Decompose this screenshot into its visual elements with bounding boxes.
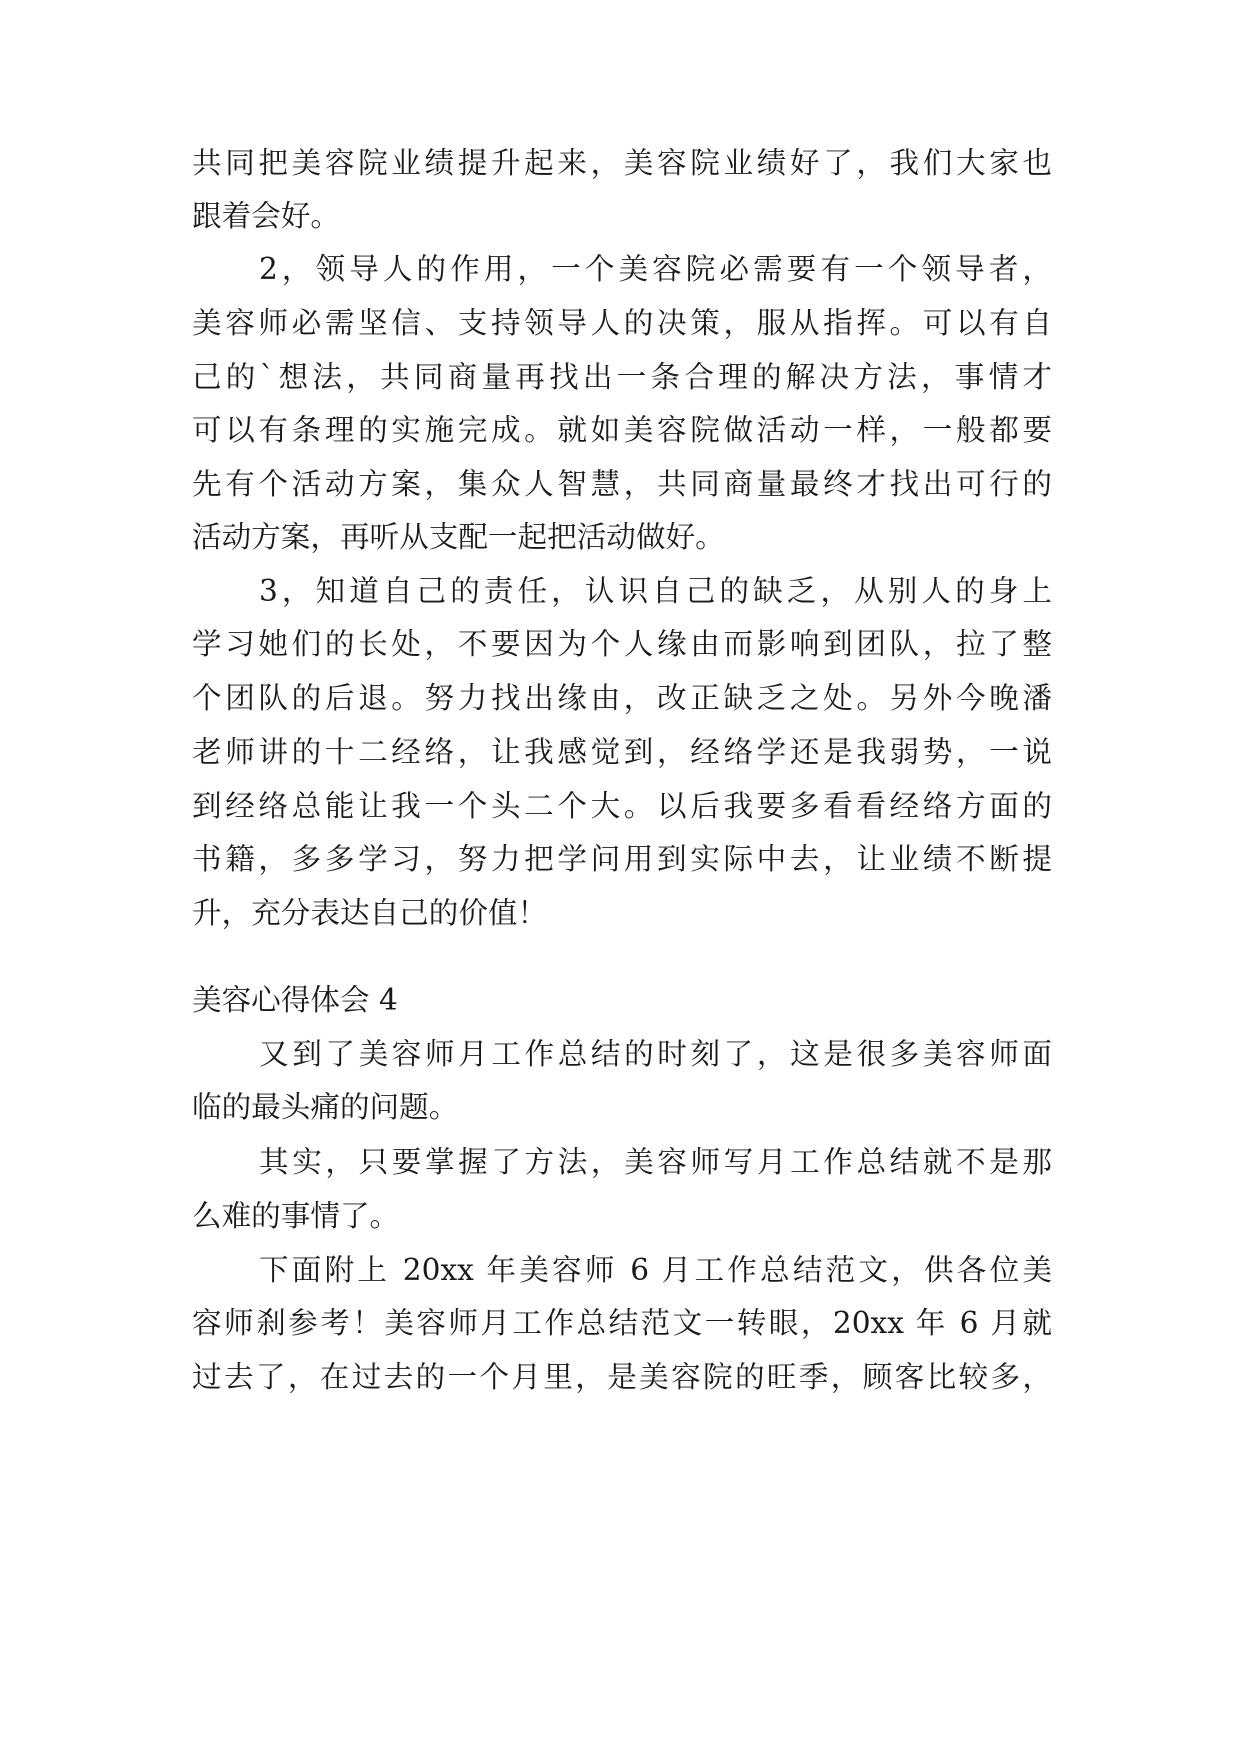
paragraph-line: 活动方案，再听从支配一起把活动做好。 bbox=[192, 520, 725, 554]
paragraph-line: 临的最头痛的问题。 bbox=[192, 1090, 459, 1124]
paragraph-line: 容师刹参考！美容师月工作总结范文一转眼，20xx 年 6 月就 bbox=[192, 1306, 1052, 1340]
paragraph-line: 到经络总能让我一个头二个大。以后我要多看看经络方面的 bbox=[192, 789, 1052, 823]
paragraph-line: 书籍，多多学习，努力把学问用到实际中去，让业绩不断提 bbox=[192, 842, 1052, 876]
paragraph-line: 下面附上 20xx 年美容师 6 月工作总结范文，供各位美 bbox=[259, 1253, 1052, 1287]
paragraph-line: 己的`想法，共同商量再找出一条合理的解决方法，事情才 bbox=[192, 360, 1052, 394]
section-heading: 美容心得体会 4 bbox=[192, 983, 398, 1017]
paragraph-line: 3，知道自己的责任，认识自己的缺乏，从别人的身上 bbox=[259, 574, 1052, 608]
paragraph-line: 又到了美容师月工作总结的时刻了，这是很多美容师面 bbox=[259, 1037, 1052, 1071]
paragraph-line: 可以有条理的实施完成。就如美容院做活动一样，一般都要 bbox=[192, 413, 1052, 447]
paragraph-line: 老师讲的十二经络，让我感觉到，经络学还是我弱势，一说 bbox=[192, 735, 1052, 769]
paragraph-line: 个团队的后退。努力找出缘由，改正缺乏之处。另外今晚潘 bbox=[192, 681, 1052, 715]
paragraph-line: 先有个活动方案，集众人智慧，共同商量最终才找出可行的 bbox=[192, 467, 1052, 501]
paragraph-line: 升，充分表达自己的价值！ bbox=[192, 896, 548, 930]
paragraph-line: 其实，只要掌握了方法，美容师写月工作总结就不是那 bbox=[259, 1145, 1052, 1179]
paragraph-line: 美容师必需坚信、支持领导人的决策，服从指挥。可以有自 bbox=[192, 306, 1052, 340]
paragraph-line: 过去了，在过去的一个月里，是美容院的旺季，顾客比较多， bbox=[192, 1360, 1052, 1394]
paragraph-line: 2，领导人的作用，一个美容院必需要有一个领导者， bbox=[259, 252, 1052, 286]
paragraph-line: 学习她们的长处，不要因为个人缘由而影响到团队，拉了整 bbox=[192, 627, 1052, 661]
paragraph-line: 共同把美容院业绩提升起来，美容院业绩好了，我们大家也 bbox=[192, 146, 1052, 180]
paragraph-line: 么难的事情了。 bbox=[192, 1199, 400, 1233]
paragraph-line: 跟着会好。 bbox=[192, 199, 340, 233]
